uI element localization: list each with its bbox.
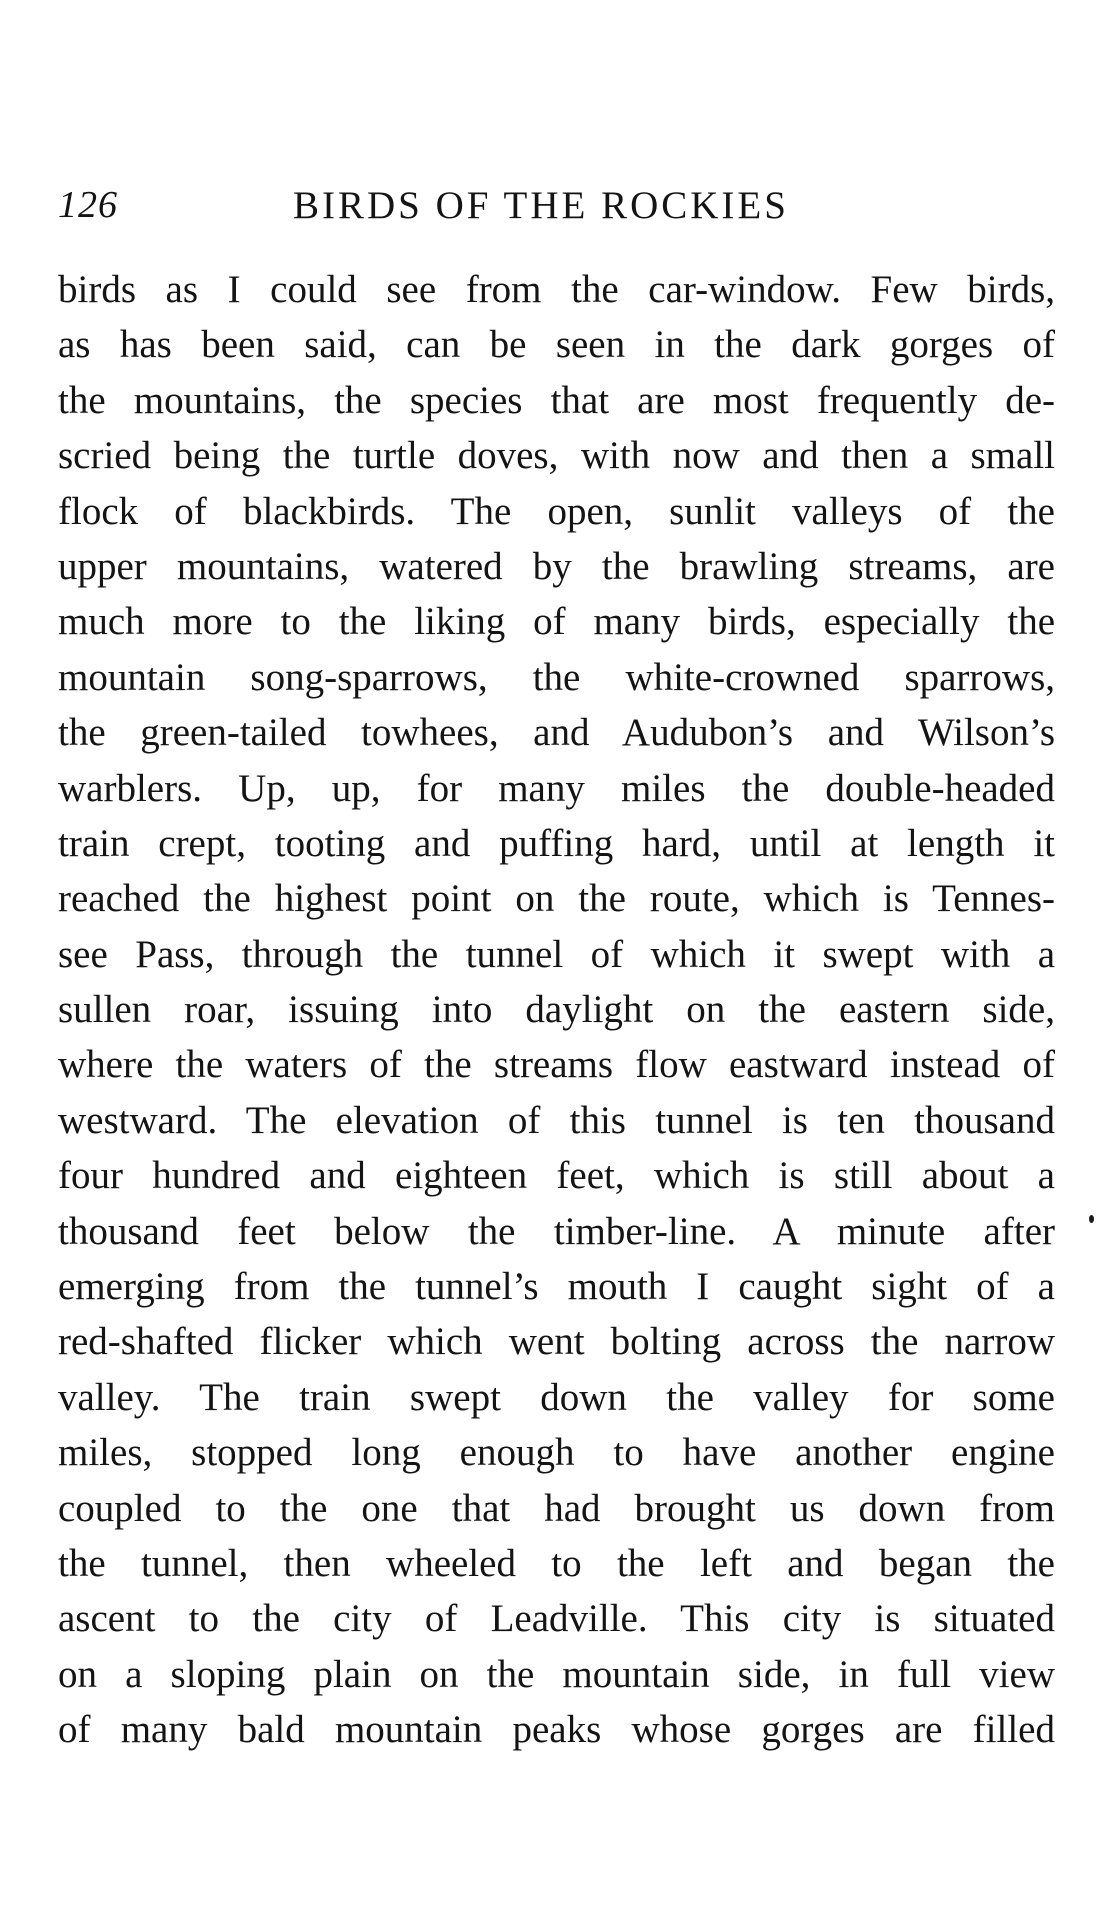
text-line: much more to the liking of many birds, especially the: [58, 600, 1055, 644]
text-line: mountain song-sparrows, the white-crowned sparrows,: [58, 655, 1055, 699]
text-line: valley. The train swept down the valley for some: [58, 1375, 1055, 1419]
ink-speck: [1089, 1215, 1094, 1223]
text-line: warblers. Up, up, for many miles the double-headed: [58, 766, 1055, 810]
text-line: sullen roar, issuing into daylight on the eastern side,: [58, 988, 1055, 1032]
text-line: ascent to the city of Leadville. This city is situated: [58, 1597, 1055, 1641]
text-line: the green-tailed towhees, and Audubon’s and Wilson’s: [58, 711, 1055, 755]
text-line: flock of blackbirds. The open, sunlit valleys of the: [58, 489, 1055, 533]
text-line: reached the highest point on the route, which is Tennes-: [58, 877, 1055, 921]
text-line: westward. The elevation of this tunnel is ten thousand: [58, 1098, 1055, 1142]
running-title: BIRDS OF THE ROCKIES: [293, 184, 789, 227]
text-line: the tunnel, then wheeled to the left and began the: [58, 1541, 1055, 1585]
text-line: emerging from the tunnel’s mouth I caught sight of a: [58, 1265, 1055, 1309]
text-line: miles, stopped long enough to have another engine: [58, 1431, 1055, 1475]
text-line: where the waters of the streams flow eastward instead of: [58, 1043, 1055, 1087]
text-line: four hundred and eighteen feet, which is still about a: [58, 1154, 1055, 1198]
text-line: coupled to the one that had brought us down from: [58, 1486, 1055, 1530]
text-line: as has been said, can be seen in the dark gorges of: [58, 323, 1055, 367]
text-line: see Pass, through the tunnel of which it swept with a: [58, 932, 1055, 976]
text-line: red-shafted flicker which went bolting across the narrow: [58, 1320, 1055, 1364]
text-line: birds as I could see from the car-window. Few birds,: [58, 268, 1055, 311]
body-text: [58, 262, 1055, 1758]
text-line: thousand feet below the timber-line. A minute after: [58, 1209, 1055, 1253]
text-line: of many bald mountain peaks whose gorges are filled: [58, 1708, 1055, 1752]
page-number: 126: [58, 184, 118, 226]
text-line: on a sloping plain on the mountain side, in full view: [58, 1652, 1055, 1696]
text-line: the mountains, the species that are most frequently de-: [58, 378, 1055, 422]
running-head: [58, 183, 1058, 231]
text-line: train crept, tooting and puffing hard, until at length it: [58, 821, 1055, 865]
text-line: scried being the turtle doves, with now and then a small: [58, 434, 1055, 478]
text-line: upper mountains, watered by the brawling streams, are: [58, 544, 1055, 588]
